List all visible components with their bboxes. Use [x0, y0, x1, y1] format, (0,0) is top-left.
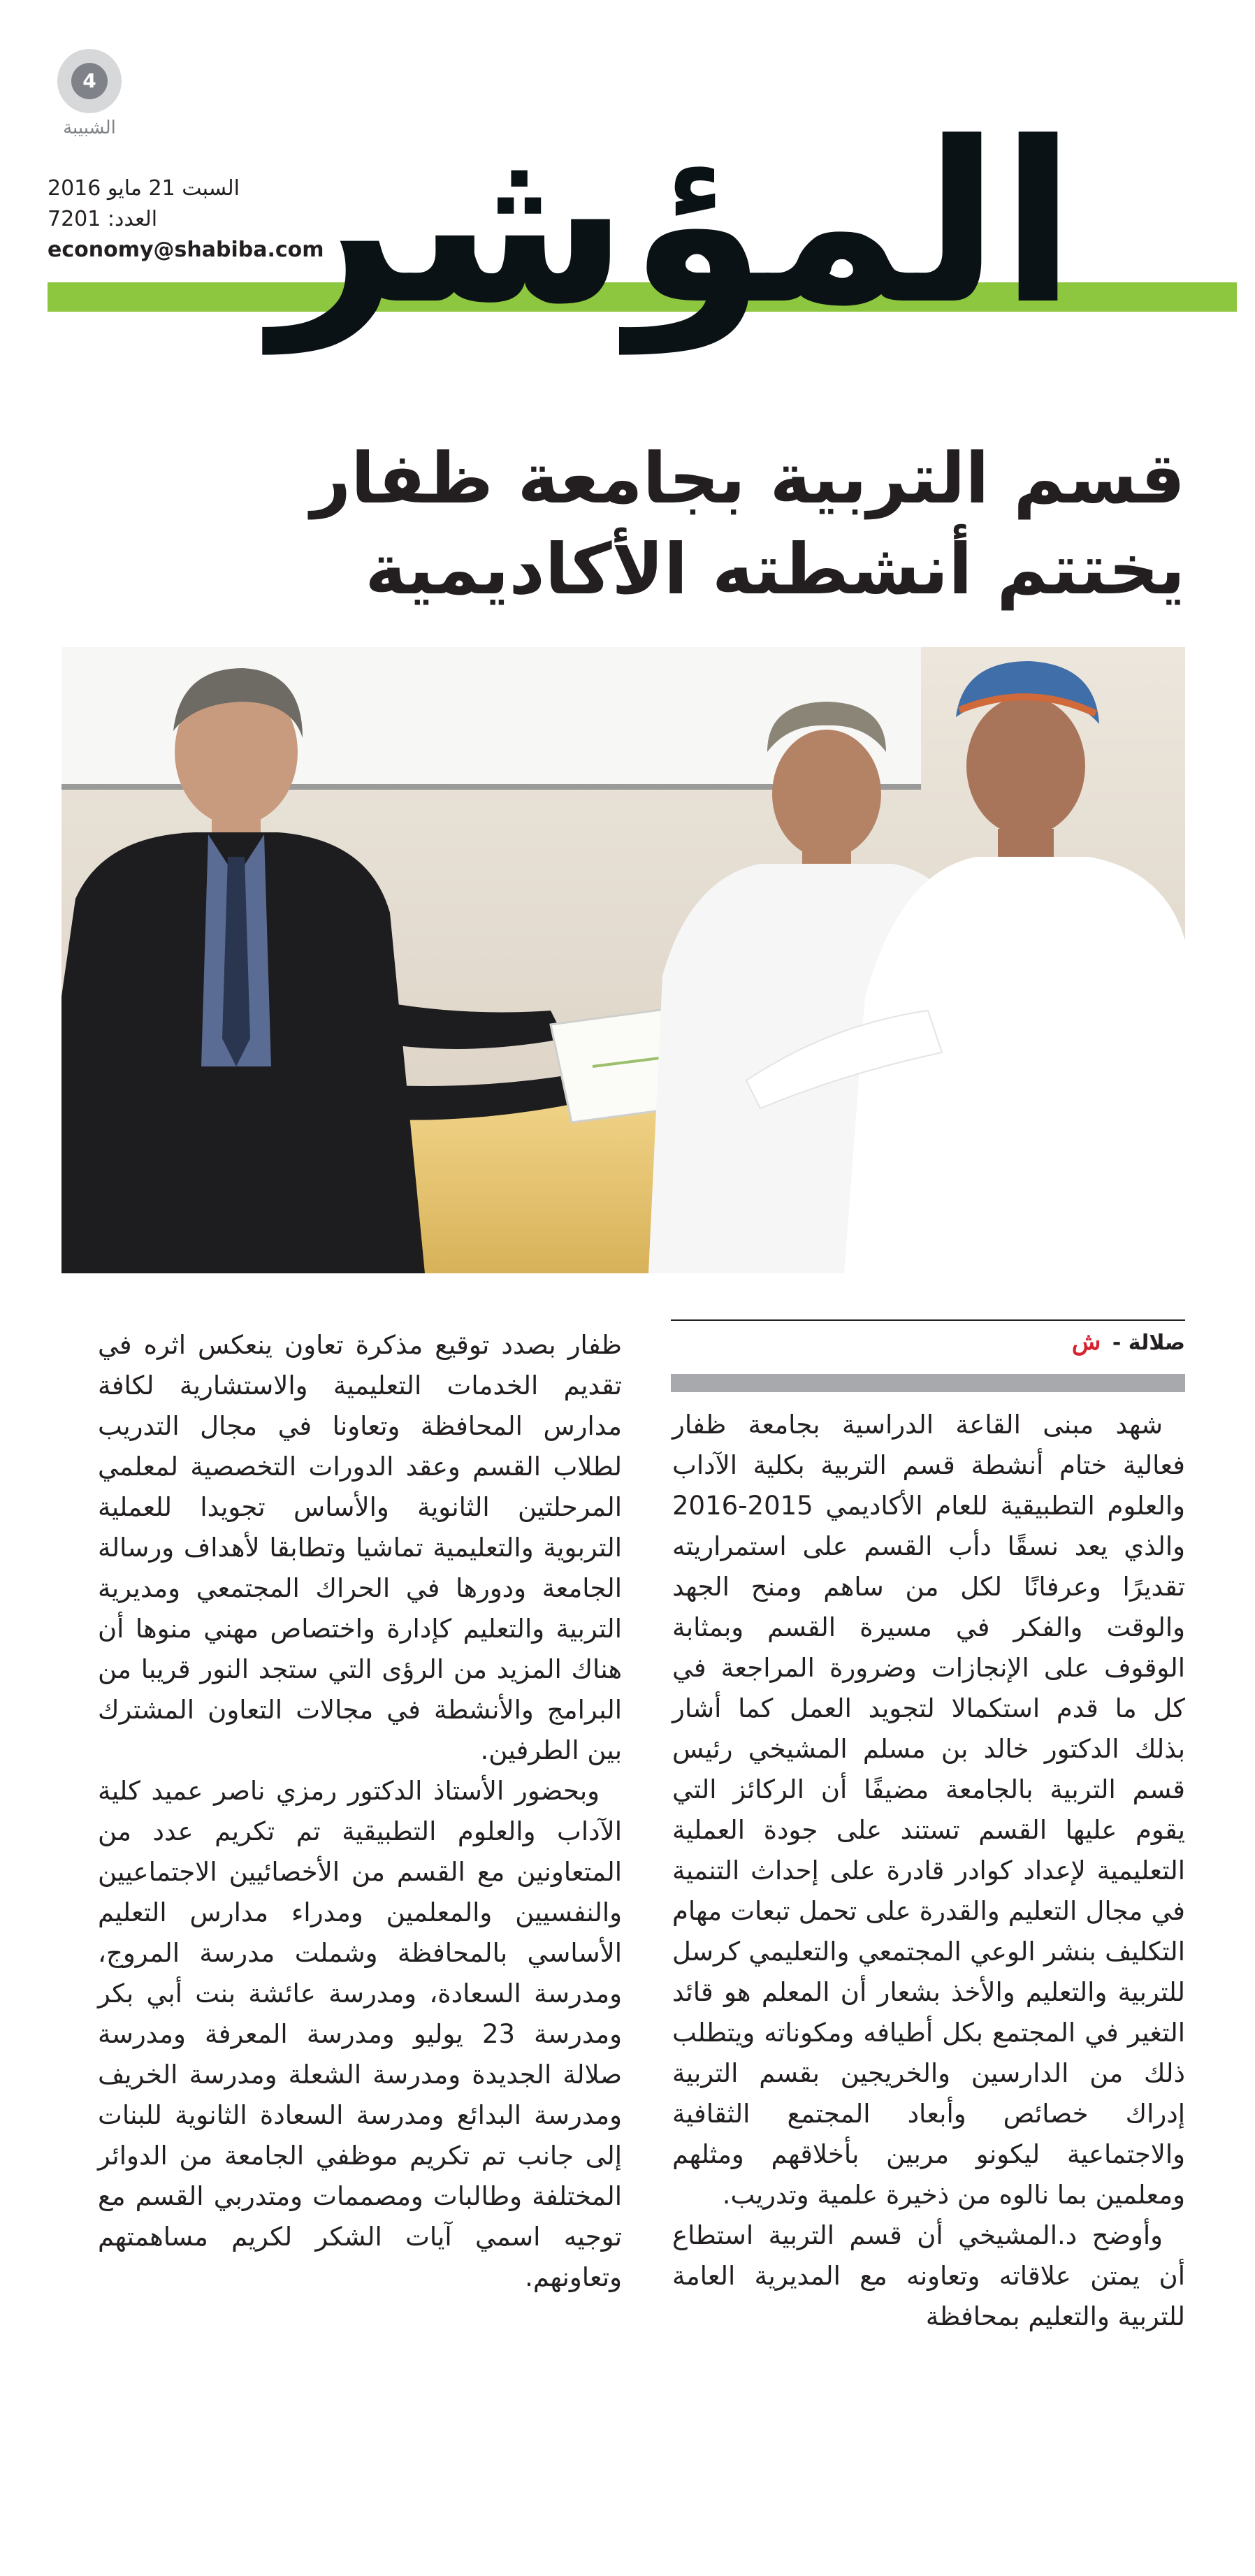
- page-number: 4: [71, 63, 108, 99]
- article-headline: [207, 433, 1185, 615]
- logo-badge-icon: [57, 49, 122, 113]
- dateline-top-rule: [671, 1319, 1185, 1321]
- headline-line-1: قسم التربية بجامعة ظفار: [310, 437, 1185, 519]
- brand-logo: [48, 49, 131, 154]
- article-column-left: [98, 1325, 622, 2551]
- body-paragraph: وبحضور الأستاذ الدكتور رمزي ناصر عميد كلية الآداب والعلوم التطبيقية تم تكريم عدد من المتعاونين مع القسم من الأخصائيين الاجتماعيين والنفسيين والمعلمين ومدراء مدارس التعليم الأساسي بالمحافظة وشملت مدرسة المروج، ومدرسة السعادة، ومدرسة عائشة بنت أبي بكر ومدرسة 23 يوليو ومدرسة المعرفة ومدرسة صلالة الجديدة ومدرسة الشعلة ومدرسة الخريف ومدرسة البدائع ومدرسة السعادة الثانوية للبنات إلى جانب تم تكريم موظفي الجامعة من الدوائر المختلفة وطالبات ومصممات ومتدربي القسم مع توجيه اسمي آيات الشكر لكريم مساهمتهم وتعاونهم.: [98, 1776, 622, 2292]
- dateline-city: صلالة -: [1112, 1331, 1185, 1355]
- issue-number: 7201: [48, 207, 101, 231]
- body-paragraph: ظفار بصدد توقيع مذكرة تعاون ينعكس اثره في تقديم الخدمات التعليمية والاستشارية لكافة مدارس المحافظة وتعاونا في مجال التدريب لطلاب القسم وعقد الدورات التخصصية لمعلمي المرحلتين الثانوية والأساس تجويدا للعملية التربوية والتعليمية تماشيا وتطابقا لأهداف ورسالة الجامعة ودورها في الحراك المجتمعي ومديرية التربية والتعليم كإدارة واختصاص مهني منوها أن هناك المزيد من الرؤى التي ستجد النور قريبا من البرامج والأنشطة في مجالات التعاون المشترك بين الطرفين.: [98, 1330, 622, 1765]
- body-paragraph: وأوضح د.المشيخي أن قسم التربية استطاع أن يمتن علاقاته وتعاونه مع المديرية العامة للتربية والتعليم بمحافظة: [672, 2220, 1185, 2331]
- dateline-rule: [671, 1374, 1185, 1392]
- issue-date: السبت 21 مايو 2016: [48, 176, 240, 201]
- issue-label: العدد:: [107, 207, 158, 231]
- section-email: economy@shabiba.com: [48, 238, 324, 262]
- ceremony-photo-illustration: [61, 647, 1185, 1273]
- headline-line-2: يختتم أنشطته الأكاديمية: [365, 528, 1185, 610]
- section-title: المؤشر: [271, 94, 1076, 353]
- article-dateline: [671, 1324, 1185, 1360]
- source-mark: ش: [1071, 1328, 1101, 1356]
- article-photo: [61, 647, 1185, 1273]
- brand-name: الشبيبة: [63, 117, 116, 138]
- body-paragraph: شهد مبنى القاعة الدراسية بجامعة ظفار فعالية ختام أنشطة قسم التربية بكلية الآداب والعلوم التطبيقية للعام الأكاديمي 2015-2016 والذي يعد نسقًا دأب القسم على استمراريته تقديرًا وعرفانًا لكل من ساهم ومنح الجهد والوقت والفكر في مسيرة القسم وبمثابة الوقوف على الإنجازات وضرورة المراجعة في كل ما قدم استكمالا لتجويد العمل كما أشار بذلك الدكتور خالد بن مسلم المشيخي رئيس قسم التربية بالجامعة مضيفًا أن الركائز التي يقوم عليها القسم تستند على جودة العملية التعليمية لإعداد كوادر قادرة على إحداث التنمية في مجال التعليم والقدرة على تحمل تبعات مهام التكليف بنشر الوعي المجتمعي والتعليمي كرسل للتربية والتعليم والأخذ بشعار أن المعلم هو قائد التغير في المجتمع بكل أطيافه ومكوناته ويتطلب ذلك من الدارسين والخريجين بقسم التربية إدراك خصائص وأبعاد المجتمع الثقافية والاجتماعية ليكونو مربين بأخلاقهم ومثلهم ومعلمين بما نالوه من ذخيرة علمية وتدريب.: [672, 1410, 1185, 2210]
- article-column-right: [672, 1405, 1185, 2551]
